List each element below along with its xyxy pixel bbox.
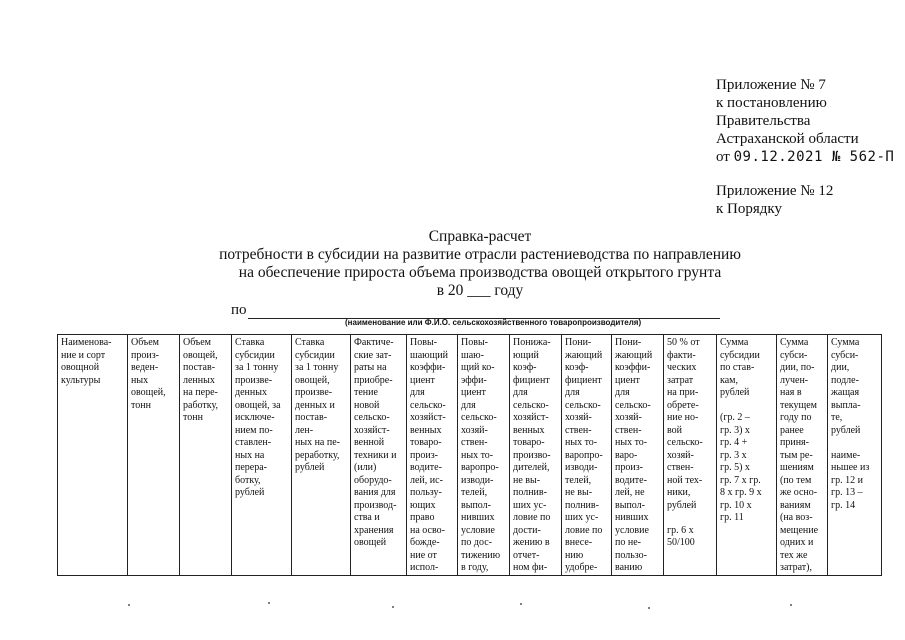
document-title (160, 228, 800, 300)
scan-speck (790, 604, 792, 606)
appendix-line: Астраханской области (716, 131, 859, 147)
table-header-cell: Сумма субси- дии, по- лучен- ная в текущем году по ранее приня- тым ре- шениям (по тем же осно- ваниям (на воз- мещение одних и тех же затрат), (777, 335, 828, 576)
po-label: по (231, 302, 247, 318)
title-heading: Справка-расчет (428, 228, 532, 245)
calculation-table (57, 334, 882, 576)
scan-speck (392, 606, 394, 608)
title-line: потребности в субсидии на развитие отрасли растениеводства по направлению (219, 246, 741, 263)
appendix-line: Приложение № 7 (716, 77, 826, 93)
table-header-cell: Наименова- ние и сорт овощной культуры (58, 335, 128, 576)
appendix-line: к Порядку (716, 201, 782, 217)
scan-speck (128, 604, 130, 606)
appendix-line: Приложение № 12 (716, 183, 834, 199)
appendix-header (716, 76, 894, 218)
table-header-cell: Сумма субси- дии, подле- жащая выпла- те, рублей наиме- ньшее из гр. 12 и гр. 13 – гр. 14 (828, 335, 882, 576)
table-header-cell: Понижа- ющий коэф- фициент для сельско- хозяйст- венных товаро- произво- дителей, не вы- полнив- ших ус- ловие по дости- жению в отчет- ном фи- (510, 335, 562, 576)
table-header-cell: Объем произ- веден- ных овощей, тонн (128, 335, 180, 576)
table-header-cell: Пони- жающий коэф- фициент для сельско- хозяй- ствен- ных то- варопро- изводи- телей, не вы- полнив- ших ус- ловие по внесе- нию удобре- (562, 335, 612, 576)
table-header-cell: Повы- шающий коэффи- циент для сельско- хозяйст- венных товаро- произ- водите- лей, ис- пользу- ющих право на осво- божде- ние от испол- (407, 335, 458, 576)
table-header-cell: Объем овощей, постав- ленных на пере- работку, тонн (180, 335, 232, 576)
table-header-cell: Повы- шаю- щий ко- эффи- циент для сельско- хозяй- ствен- ных то- варопро- изводи- телей, выпол- нивших условие по дос- тижению в году, (458, 335, 510, 576)
title-line: на обеспечение прироста объема производства овощей открытого грунта (238, 264, 722, 281)
scan-speck (268, 602, 270, 604)
appendix-date-line (716, 148, 894, 166)
table-header-cell: 50 % от факти- ческих затрат на при- обрете- ние но- вой сельско- хозяй- ствен- ной тех- ники, рублей гр. 6 х 50/100 (664, 335, 717, 576)
po-caption: (наименование или Ф.И.О. сельскохозяйственного товаропроизводителя) (345, 318, 642, 327)
table-header-cell: Пони- жающий коэффи- циент для сельско- хозяй- ствен- ных то- варо- произ- водите- лей, не выпол- нивших условие по не- пользо- ванию (612, 335, 664, 576)
table-header-row (58, 335, 882, 576)
appendix-line: Правительства (716, 113, 811, 129)
table-header-cell: Фактиче- ские зат- раты на приобре- тение новой сельско- хозяйст- венной техники и (или) оборудо- вания для производ- ства и хранения овощей (351, 335, 407, 576)
date-prefix: от (716, 149, 730, 165)
table-header-cell: Ставка субсидии за 1 тонну произве- денных овощей, за исключе- нием по- ставлен- ных на перера- ботку, рублей (232, 335, 292, 576)
title-line: в 20 ___ году (436, 282, 524, 299)
appendix-line: к постановлению (716, 95, 827, 111)
scan-speck (520, 603, 522, 605)
table-header-cell: Ставка субсидии за 1 тонну овощей, произве- денных и постав- лен- ных на пе- реработку, рублей (292, 335, 351, 576)
scan-speck (648, 607, 650, 609)
handwritten-date-number: 09.12.2021 № 562-П (733, 149, 895, 165)
table-header-cell: Сумма субсидии по став- кам, рублей (гр. 2 – гр. 3) х гр. 4 + гр. 3 х гр. 5) х гр. 7 х гр. 8 х гр. 9 х гр. 10 х гр. 11 (717, 335, 777, 576)
